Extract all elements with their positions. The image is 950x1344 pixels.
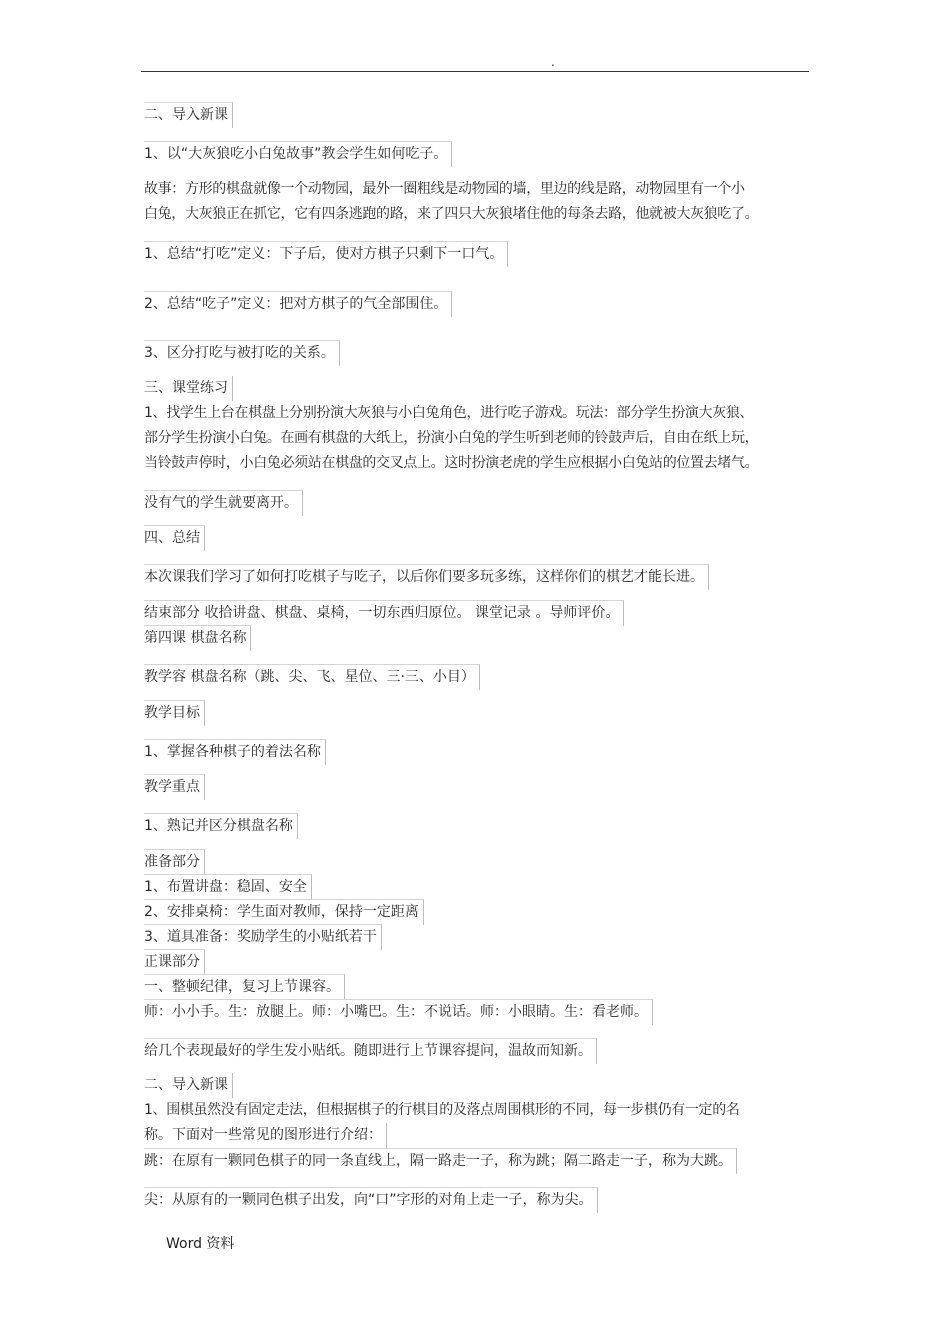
paragraph-line: 1、找学生上台在棋盘上分别扮演大灰狼与小白兔角色，进行吃子游戏。玩法：部分学生扮演大灰狼、: [144, 405, 754, 421]
section-heading: 教学重点: [144, 774, 205, 800]
section-heading: 二、导入新课: [144, 1073, 233, 1098]
paragraph-line: 跳：在原有一颗同色棋子的同一条直线上，隔一路走一子，称为跳；隔二路走一子，称为大跳。: [144, 1148, 737, 1174]
paragraph-line: 1、熟记并区分棋盘名称: [144, 813, 298, 839]
paragraph-line: 1、布置讲盘：稳固、安全: [144, 874, 312, 900]
paragraph-line: 部分学生扮演小白兔。在画有棋盘的大纸上，扮演小白兔的学生听到老师的铃鼓声后，自由在纸上玩，: [144, 430, 759, 446]
paragraph-line: 师：小小手。生：放腿上。师：小嘴巴。生：不说话。师：小眼睛。生：看老师。: [144, 999, 653, 1025]
paragraph-line: 故事：方形的棋盘就像一个动物园，最外一圈粗线是动物园的墙，里边的线是路，动物园里有一个小: [144, 181, 745, 197]
section-heading: 教学目标: [144, 700, 205, 726]
header-mark: .: [551, 55, 555, 69]
paragraph-line: 1、掌握各种棋子的着法名称: [144, 739, 326, 765]
paragraph-line: 没有气的学生就要离开。: [144, 490, 303, 516]
paragraph-line: 1、围棋虽然没有固定走法，但根据棋子的行棋目的及落点周围棋形的不同，每一步棋仍有一定的名: [144, 1102, 740, 1118]
paragraph-line: 3、区分打吃与被打吃的关系。: [144, 340, 340, 366]
paragraph-line: 3、道具准备：奖励学生的小贴纸若干: [144, 924, 382, 950]
paragraph-line: 2、安排桌椅：学生面对教师，保持一定距离: [144, 899, 424, 925]
footer-label: Word 资料: [166, 1236, 235, 1252]
section-heading: 正课部分: [144, 949, 205, 975]
section-heading: 二、导入新课: [144, 102, 233, 128]
paragraph-line: 教学容 棋盘名称（跳、尖、飞、星位、三·三、小目）: [144, 664, 480, 690]
paragraph-line: 称。下面对一些常见的图形进行介绍：: [144, 1123, 387, 1148]
section-heading: 四、总结: [144, 525, 205, 551]
paragraph-line: 一、整顿纪律，复习上节课容。: [144, 974, 345, 1000]
paragraph-line: 当铃鼓声停时，小白兔必须站在棋盘的交叉点上。这时扮演老虎的学生应根据小白兔站的位置去堵气。: [144, 455, 759, 471]
paragraph-line: 给几个表现最好的学生发小贴纸。随即进行上节课容提问，温故而知新。: [144, 1038, 597, 1064]
header-rule: [141, 71, 809, 72]
paragraph-line: 尖：从原有的一颗同色棋子出发，向“口”字形的对角上走一子，称为尖。: [144, 1187, 598, 1213]
paragraph-line: 本次课我们学习了如何打吃棋子与吃子，以后你们要多玩多练，这样你们的棋艺才能长进。: [144, 564, 709, 590]
paragraph-line: 1、以“大灰狼吃小白兔故事”教会学生如何吃子。: [144, 141, 452, 167]
section-heading: 三、课堂练习: [144, 376, 233, 401]
paragraph-line: 结束部分 收拾讲盘、棋盘、桌椅，一切东西归原位。 课堂记录 。导师评价。: [144, 600, 624, 626]
paragraph-line: 2、总结“吃子”定义：把对方棋子的气全部围住。: [144, 291, 452, 317]
section-heading: 准备部分: [144, 849, 205, 875]
lesson-title: 第四课 棋盘名称: [144, 625, 251, 651]
paragraph-line: 白兔，大灰狼正在抓它，它有四条逃跑的路，来了四只大灰狼堵住他的每条去路，他就被大灰狼吃了。: [144, 206, 759, 222]
paragraph-line: 1、总结“打吃”定义：下子后，使对方棋子只剩下一口气。: [144, 241, 508, 267]
